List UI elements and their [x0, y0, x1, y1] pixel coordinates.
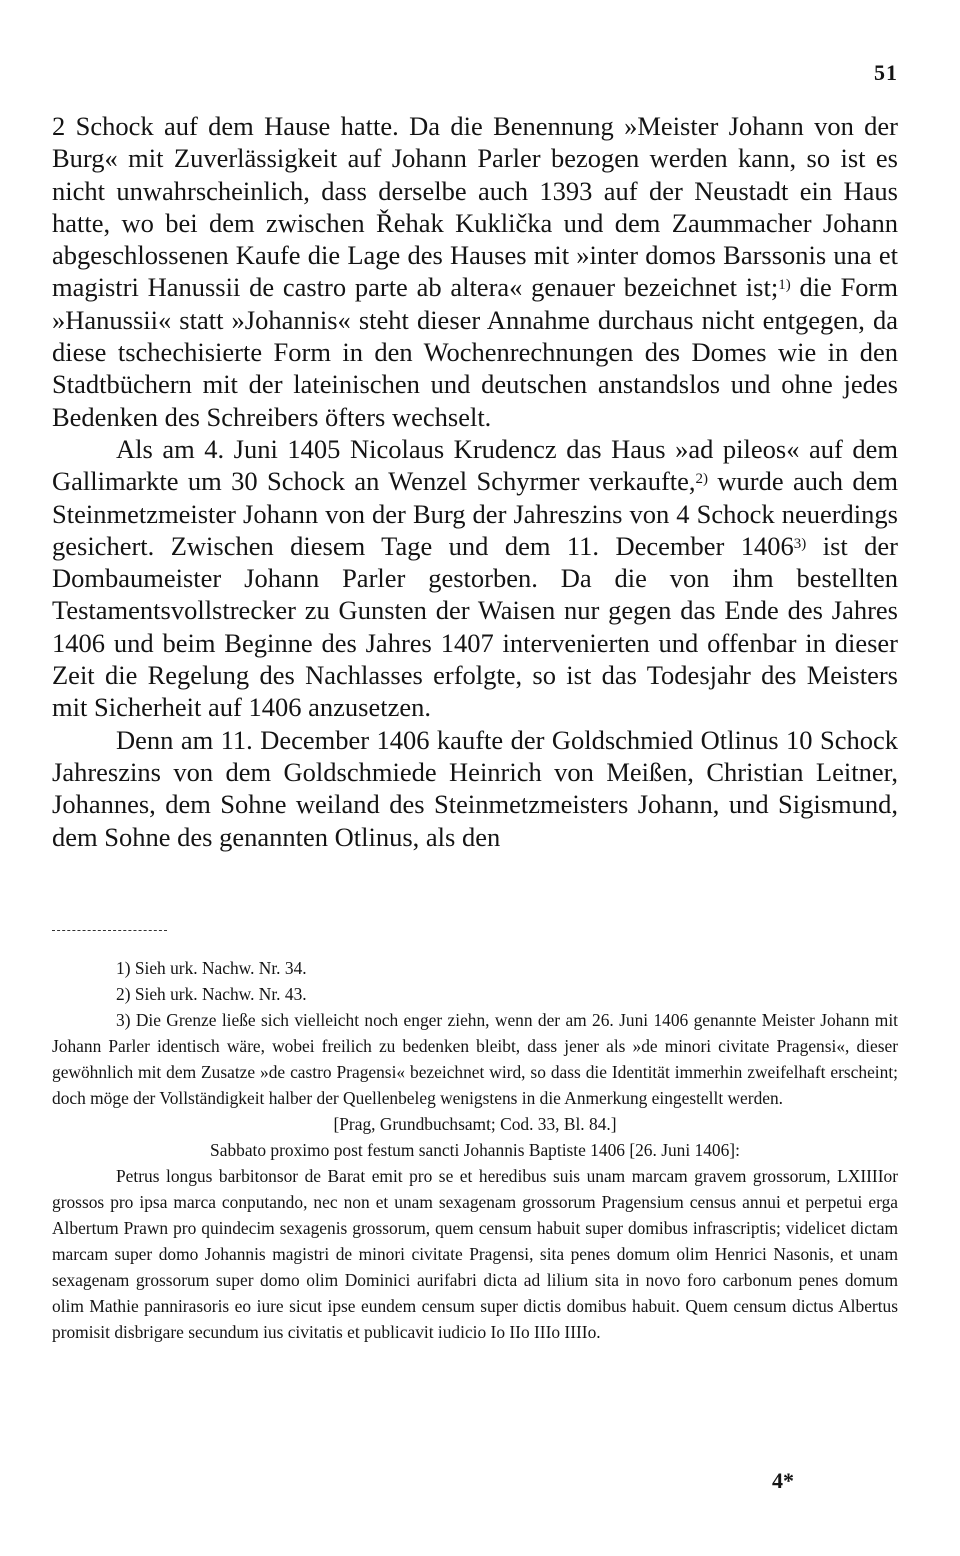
- paragraph-2: [52, 433, 898, 724]
- paragraph-2-text-a: Als am 4. Juni 1405 Nicolaus Krudencz das Haus »ad pileos« auf dem Gallimarkte um 30 Schock an Wenzel Schyrmer verkaufte,: [52, 433, 898, 497]
- footnote-source: [Prag, Grundbuchsamt; Cod. 33, Bl. 84.]: [333, 1114, 617, 1134]
- paragraph-1: [52, 110, 898, 433]
- main-text: [52, 110, 898, 853]
- footnote-2: 2) Sieh urk. Nachw. Nr. 43.: [116, 984, 307, 1004]
- footnote-separator: [52, 930, 167, 931]
- paragraph-2-text-c: ist der Dombaumeister Johann Parler gestorben. Da die von ihm bestellten Testamentsvollstrecker zu Gunsten der Waisen nur gegen das Ende des Jahres 1406 und beim Beginne des Jahres 1407 intervenierten und offenbar in dieser Zeit die Regelung des Nachlasses erfolgte, so ist das Todesjahr des Meisters mit Sicherheit auf 1406 anzusetzen.: [52, 530, 899, 723]
- footnote-ref-1: 1): [778, 277, 791, 294]
- footnote-3: 3) Die Grenze ließe sich vielleicht noch enger ziehn, wenn der am 26. Juni 1406 genannte Meister Johann mit Johann Parler identisch wäre, wobei freilich zu bedenken bleibt, dass jener als »de minori civitate Pragensi«, dieser gewöhnlich mit dem Zusatze »de castro Pragensi« bezeichnet wird, so dass die Identität immerhin zweifelhaft erscheint; doch möge der Vollständigkeit halber der Quellenbeleg wenigstens in die Anmerkung eingestellt werden.: [52, 1010, 898, 1108]
- footnote-latin-quote: Petrus longus barbitonsor de Barat emit pro se et heredibus suis unam marcam gravem grossorum, LXIIIIor grossos pro ipsa marca conputando, nec non et unam sexagenam grossorum Pragensium census annui et perpetui erga Albertum Prawn pro quindecim sexagenis grossorum, quem censum habuit super domibus infrascriptis; videlicet dictam marcam super domo Johannis magistri de minori civitate Pragensi, sita penes domum olim Henrici Nasonis, et unam sexagenam grossorum super domo olim Dominici aurifabri dicta ad lilium sita in novo foro carbonum penes domum olim Mathie pannirasoris eo iure sicut ipse eundem censum super dictis domibus habuit. Quem censum dictus Albertus promisit disbrigare secundum ius civitatis et publicavit iudicio Io IIo IIIo IIIIo.: [52, 1166, 898, 1342]
- page-number: 51: [874, 60, 898, 85]
- footnote-ref-2: 2): [695, 471, 709, 488]
- footnote-ref-3: 3): [793, 535, 807, 552]
- signature-mark: 4*: [772, 1468, 794, 1493]
- footnotes: [52, 955, 898, 1345]
- paragraph-1-text-b: die Form »Hanussii« statt »Johannis« steht dieser Annahme durchaus nicht entgegen, da diese tschechisierte Form in den Wochenrechnungen des Domes wie in den Stadtbüchern mit der lateinischen und deutschen anstandslos und ohne jedes Bedenken des Schreibers öfters wechselt.: [52, 272, 898, 432]
- footnote-date-line: Sabbato proximo post festum sancti Johannis Baptiste 1406 [26. Juni 1406]:: [210, 1140, 740, 1160]
- paragraph-3: Denn am 11. December 1406 kaufte der Goldschmied Otlinus 10 Schock Jahreszins von dem Goldschmiede Heinrich von Meißen, Christian Leitner, Johannes, dem Sohne weiland des Steinmetzmeisters Johann, und Sigismund, dem Sohne des genannten Otlinus, als den: [52, 724, 898, 852]
- paragraph-1-text-a: 2 Schock auf dem Hause hatte. Da die Benennung »Meister Johann von der Burg« mit Zuverlässigkeit auf Johann Parler bezogen werden kann, so ist es nicht unwahrscheinlich, dass derselbe auch 1393 auf der Neustadt ein Haus hatte, wo bei dem zwischen Řehak Kuklička und dem Zaummacher Johann abgeschlossenen Kaufe die Lage des Hauses mit »inter domos Barssonis una et magistri Hanussii de castro parte ab altera« genauer bezeichnet ist;: [52, 111, 898, 303]
- footnote-1: 1) Sieh urk. Nachw. Nr. 34.: [116, 958, 307, 978]
- paragraph-2-text-b: wurde auch dem Steinmetzmeister Johann von der Burg der Jahreszins von 4 Schock neuerdings gesichert. Zwischen diesem Tage und dem 11. December 1406: [52, 466, 898, 561]
